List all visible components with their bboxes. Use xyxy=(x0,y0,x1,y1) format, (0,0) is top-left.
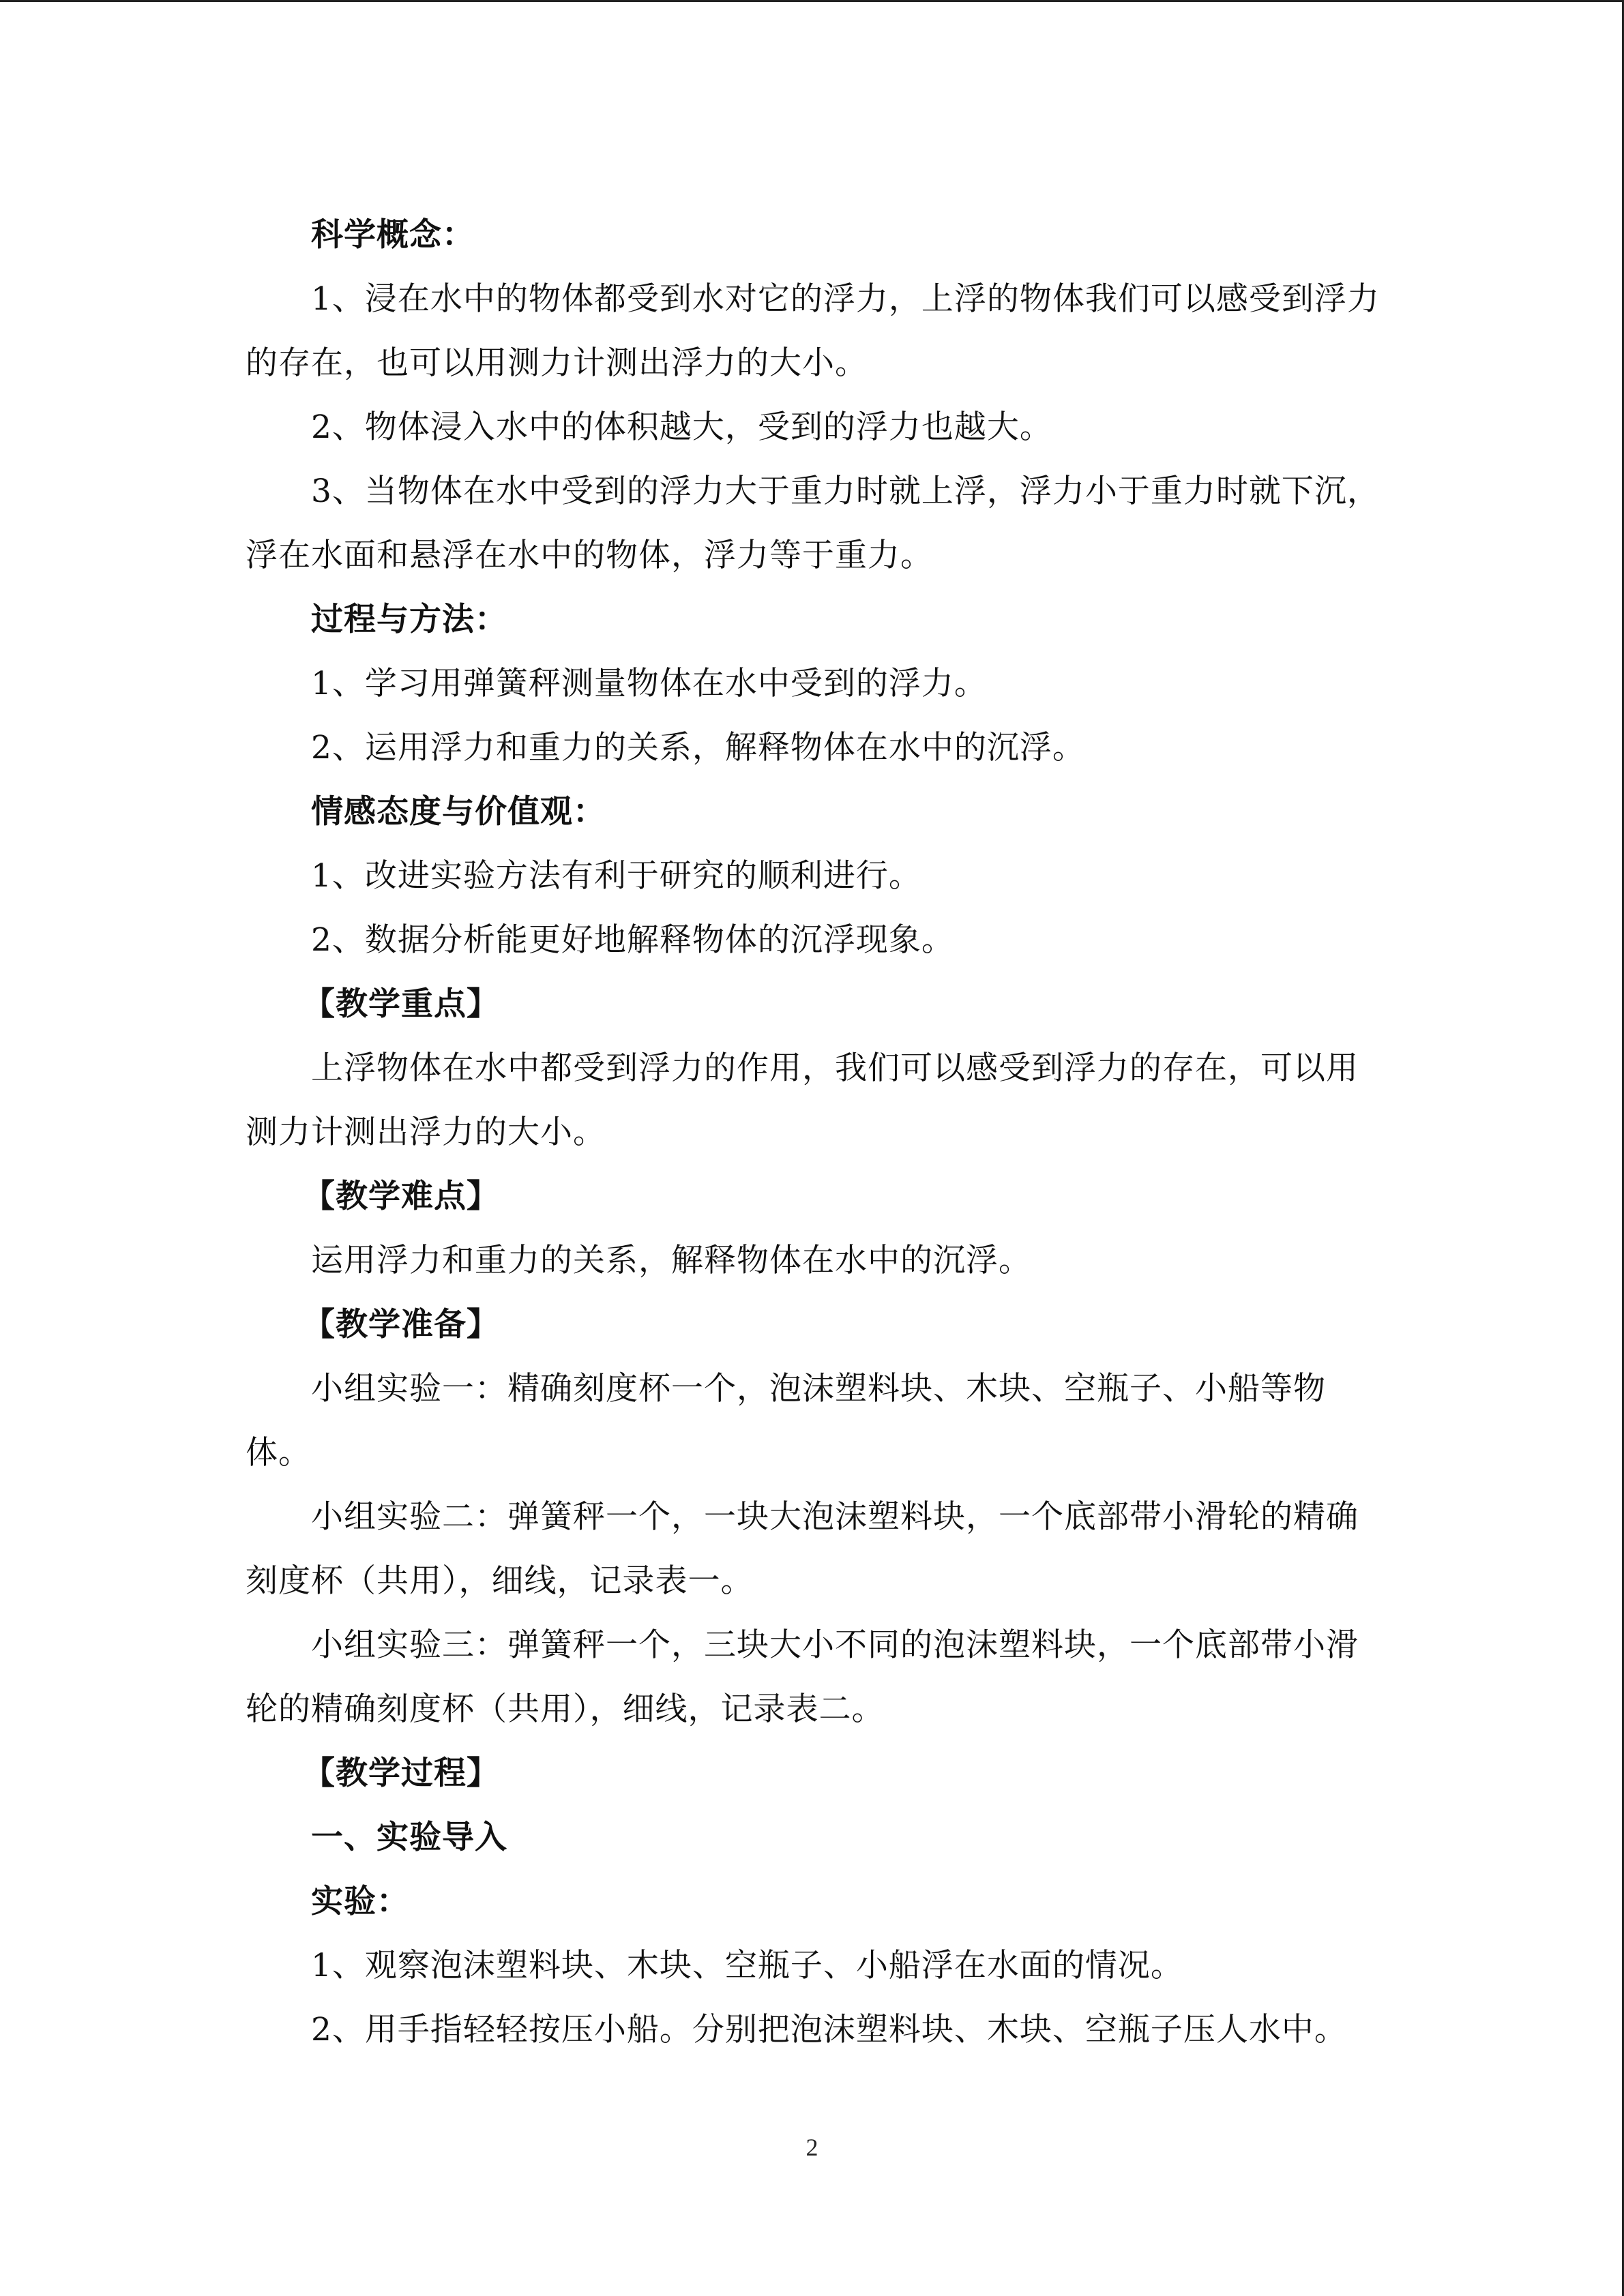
section-heading-attitudes-values: 情感态度与价值观： xyxy=(311,793,606,831)
section-heading-science-concepts: 科学概念： xyxy=(311,216,475,254)
page-border-top xyxy=(0,0,1624,2)
page-number: 2 xyxy=(806,2134,818,2161)
paragraph-line: 3、当物体在水中受到的浮力大于重力时就上浮，浮力小于重力时就下沉， xyxy=(311,473,1380,510)
paragraph-line: 浮在水面和悬浮在水中的物体，浮力等于重力。 xyxy=(246,537,933,574)
paragraph-line: 的存在，也可以用测力计测出浮力的大小。 xyxy=(246,344,868,382)
section-heading-teaching-focus: 【教学重点】 xyxy=(303,985,499,1023)
paragraph-line: 轮的精确刻度杯（共用），细线，记录表二。 xyxy=(246,1690,885,1728)
document-body xyxy=(246,203,1378,2062)
section-heading-experiment: 实验： xyxy=(311,1883,409,1920)
paragraph-line: 运用浮力和重力的关系，解释物体在水中的沉浮。 xyxy=(311,1242,1031,1279)
paragraph-line: 1、改进实验方法有利于研究的顺利进行。 xyxy=(311,857,921,895)
paragraph-line: 2、物体浸入水中的体积越大，受到的浮力也越大。 xyxy=(311,408,1052,446)
paragraph-line: 上浮物体在水中都受到浮力的作用，我们可以感受到浮力的存在，可以用 xyxy=(311,1049,1359,1087)
section-heading-process-methods: 过程与方法： xyxy=(311,601,507,638)
paragraph-line: 1、观察泡沫塑料块、木块、空瓶子、小船浮在水面的情况。 xyxy=(311,1947,1183,1984)
section-heading-teaching-process: 【教学过程】 xyxy=(303,1755,499,1792)
paragraph-line: 1、浸在水中的物体都受到水对它的浮力，上浮的物体我们可以感受到浮力 xyxy=(311,280,1380,318)
section-heading-teaching-preparation: 【教学准备】 xyxy=(303,1306,499,1343)
paragraph-line: 2、数据分析能更好地解释物体的沉浮现象。 xyxy=(311,921,954,959)
paragraph-line: 测力计测出浮力的大小。 xyxy=(246,1114,606,1151)
paragraph-line: 小组实验三：弹簧秤一个，三块大小不同的泡沫塑料块，一个底部带小滑 xyxy=(311,1626,1359,1664)
paragraph-line: 小组实验一：精确刻度杯一个，泡沫塑料块、木块、空瓶子、小船等物 xyxy=(311,1370,1326,1407)
paragraph-line: 1、学习用弹簧秤测量物体在水中受到的浮力。 xyxy=(311,665,987,702)
section-heading-teaching-difficulty: 【教学难点】 xyxy=(303,1178,499,1215)
paragraph-line: 2、运用浮力和重力的关系，解释物体在水中的沉浮。 xyxy=(311,729,1085,766)
section-heading-experiment-intro: 一、实验导入 xyxy=(311,1819,507,1856)
paragraph-line: 小组实验二：弹簧秤一个，一块大泡沫塑料块，一个底部带小滑轮的精确 xyxy=(311,1498,1359,1536)
paragraph-line: 体。 xyxy=(246,1434,311,1472)
paragraph-line: 2、用手指轻轻按压小船。分别把泡沫塑料块、木块、空瓶子压人水中。 xyxy=(311,2011,1347,2048)
paragraph-line: 刻度杯（共用），细线，记录表一。 xyxy=(246,1562,754,1600)
